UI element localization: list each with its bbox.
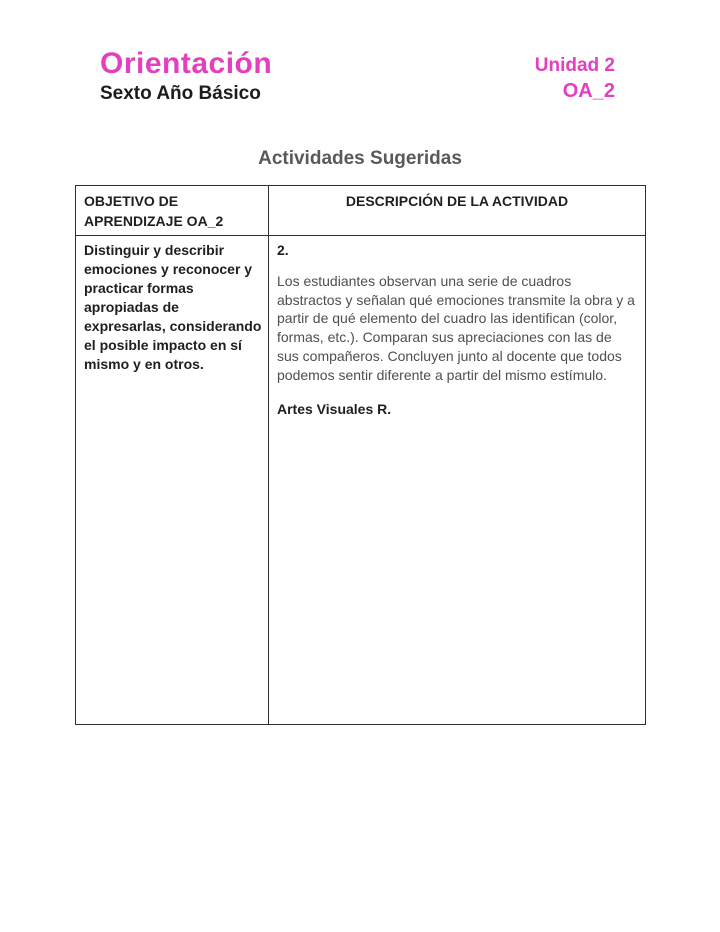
- description-cell: [269, 236, 646, 725]
- table-header-row: [76, 186, 646, 236]
- unit-label: Unidad 2: [534, 55, 615, 76]
- objective-cell: Distinguir y describir emociones y reconocer y practicar formas apropiadas de expresarlas, considerando el posible impacto en sí mismo y en otros.: [76, 236, 269, 725]
- column-header-objective: OBJETIVO DE APRENDIZAJE OA_2: [76, 186, 269, 236]
- header-left: [100, 46, 272, 105]
- grade-subtitle: Sexto Año Básico: [100, 83, 261, 104]
- section-title: Actividades Sugeridas: [258, 148, 462, 169]
- header-right: [535, 46, 615, 103]
- oa-code-label: OA_2: [562, 80, 615, 102]
- subject-title: Orientación: [100, 47, 273, 80]
- column-header-description: DESCRIPCIÓN DE LA ACTIVIDAD: [269, 186, 646, 236]
- document-header: [0, 0, 720, 105]
- table-row: [76, 236, 646, 725]
- activity-number: 2.: [277, 242, 289, 258]
- activity-description: Los estudiantes observan una serie de cuadros abstractos y señalan qué emociones transmite la obra y a partir de qué elemento del cuadro las identifican (color, formas, etc.). Comparan sus apreciaciones con las de sus compañeros. Concluyen junto al docente que todos podemos sentir diferente a partir del mismo estímulo.: [277, 273, 635, 383]
- activities-table: [75, 185, 646, 725]
- activity-reference: Artes Visuales R.: [277, 401, 392, 418]
